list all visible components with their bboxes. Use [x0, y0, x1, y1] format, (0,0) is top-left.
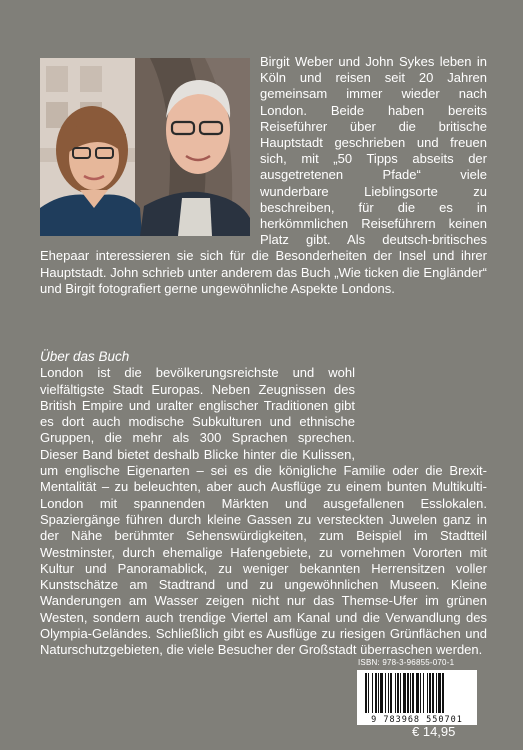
barcode-bar: [412, 673, 414, 713]
about-section: [40, 349, 487, 659]
barcode-bar: [390, 673, 392, 713]
barcode-bar: [385, 673, 386, 713]
barcode-bar: [372, 673, 373, 713]
barcode-bar: [388, 673, 389, 713]
barcode-digits: 9 783968 550701: [357, 715, 477, 725]
barcode-bar: [423, 673, 424, 713]
price: € 14,95: [412, 724, 456, 739]
barcode-bar: [375, 673, 377, 713]
barcode-bars: [357, 670, 477, 714]
barcode-bar: [368, 673, 369, 713]
barcode-bar: [429, 673, 431, 713]
barcode-bar: [420, 673, 421, 713]
barcode-bar: [432, 673, 434, 713]
about-heading: Über das Buch: [40, 349, 130, 364]
barcode-bar: [438, 673, 441, 713]
photo-spacer: [40, 54, 260, 246]
barcode-bar: [436, 673, 437, 713]
barcode-bar: [410, 673, 411, 713]
author-bio-text: Birgit Weber und John Sykes leben in Köln und reisen seit 20 Jahren gemeinsam immer wieder nach London. Beide haben bereits Reiseführer über die britische Hauptstadt geschrieben und freuen sich, mit „50 Tipps abseits der ausgetretenen Pfade“ viele wunderbare Lieblingsorte zu beschreiben, für die es in herkömmlichen Reiseführern keinen Platz gibt. Als deutsch-britisches Ehepaar interessieren sie sich für die Besonderheiten der Insel und ihrer Hauptstadt. John schrieb unter anderem das Buch „Wie ticken die Engländer“ und Birgit fotografiert gerne ungewöhnliche Aspekte Londons.: [40, 54, 487, 296]
barcode-bar: [397, 673, 399, 713]
barcode-bar: [442, 673, 444, 713]
barcode-bar: [365, 673, 367, 713]
barcode-bar: [407, 673, 409, 713]
barcode-bar: [403, 673, 406, 713]
about-text-block: [40, 365, 487, 658]
barcode-bar: [416, 673, 419, 713]
barcode-bar: [400, 673, 401, 713]
barcode-bar: [380, 673, 383, 713]
barcode-bar: [427, 673, 428, 713]
barcode-bar: [378, 673, 379, 713]
isbn-spacer: [355, 365, 487, 449]
barcode: [357, 670, 477, 724]
barcode-bar: [395, 673, 396, 713]
author-bio: [40, 54, 487, 297]
about-text: London ist die bevölkerungsreichste und wohl vielfältigste Stadt Europas. Neben Zeugnissen des British Empire und uralter englischer Traditionen gibt es dort auch modische Subkulturen und ethnische Gruppen, die mehr als 300 Sprachen sprechen. Dieser Band bietet deshalb Blicke hinter die Kulissen, um englische Eigenarten – sei es die königliche Familie oder die Brexit-Mentalität – zu beleuchten, aber auch Ausflüge zu einem bunten Multikulti-London mit spannenden Märkten und ausgefallenen Esslokalen. Spaziergänge führen durch kleine Gassen zu versteckten Juwelen ganz in der Nähe berühmter Sehenswürdigkeiten, zum Beispiel im Stadtteil Westminster, durch ehemalige Hafengebiete, zu vornehmen Vororten mit Kultur und Panoramablick, zu weniger bekannten Herrensitzen voller Kunstschätze am Stadtrand und zu ungewöhnlichen Museen. Kleine Wanderungen am Wasser zeigen nicht nur das Themse-Ufer im grünen Westen, sondern auch trendige Viertel am Kanal und die Verwandlung des Olympia-Geländes. Schließlich gibt es Ausflüge zu riesigen Grünflächen und Naturschutzgebieten, die viele Besucher der Großstadt überraschen werden.: [40, 365, 487, 658]
isbn-label: ISBN: 978-3-96855-070-1: [358, 658, 455, 667]
